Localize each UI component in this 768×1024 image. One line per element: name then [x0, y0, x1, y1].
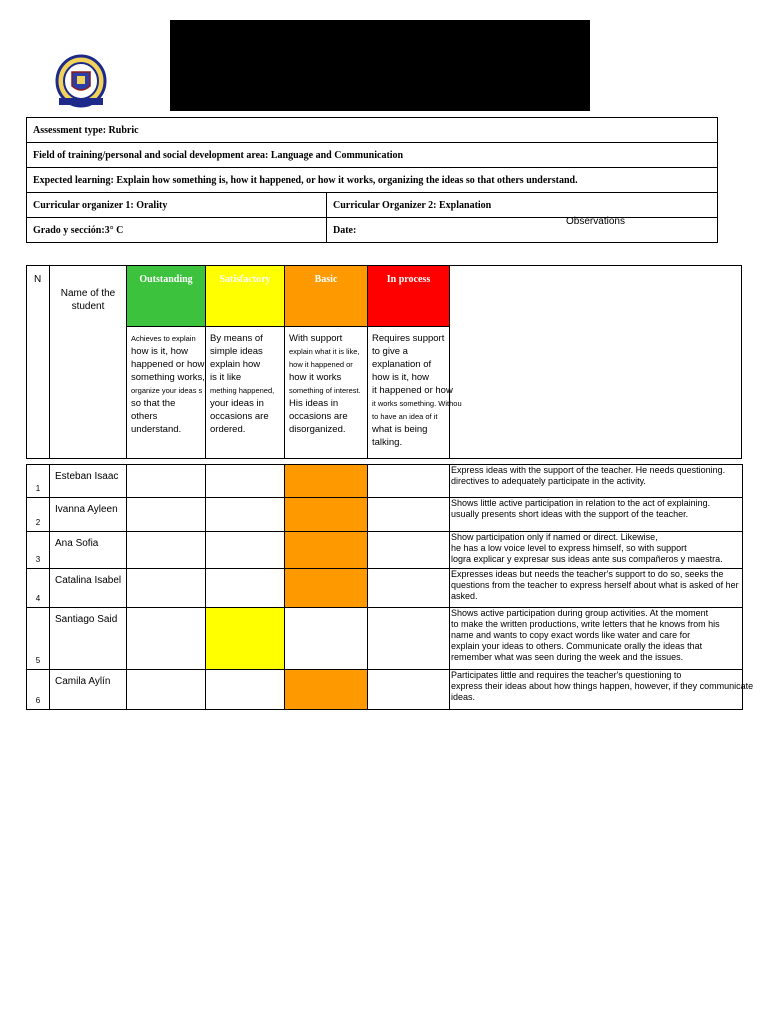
level-mark-satisfactory: [206, 532, 285, 569]
observations-header: Observations: [450, 266, 742, 459]
level-mark-basic: [285, 465, 368, 498]
level-mark-basic: [285, 498, 368, 532]
table-row: [27, 569, 743, 608]
observation-line: directives to adequately participate in the activity.: [451, 476, 646, 486]
observation-line: Express ideas with the support of the teacher. He needs questioning.: [451, 465, 726, 475]
student-name-header: Name of the student: [50, 266, 127, 459]
student-number: 3: [27, 532, 50, 569]
student-number: 5: [27, 608, 50, 670]
table-row: [27, 608, 743, 670]
n-header: N: [27, 266, 50, 459]
observation-line: usually presents short ideas with the support of the teacher.: [451, 509, 689, 519]
student-observation: [450, 608, 743, 670]
descriptor-outstanding: Achieves to explain how is it, how happened or how something works, organize your ideas s so that the others understand.: [127, 327, 206, 459]
descriptor-satisfactory: By means of simple ideas explain how is it like mething happened, your ideas in occasions are ordered.: [206, 327, 285, 459]
student-observation: [450, 465, 743, 498]
level-mark-in-process: [368, 498, 450, 532]
level-satisfactory: Satisfactory: [206, 266, 285, 327]
level-mark-satisfactory: [206, 465, 285, 498]
table-row: [27, 670, 743, 710]
observation-line: explain your ideas to others. Communicate orally the ideas that: [451, 641, 703, 651]
school-seal-icon: [55, 52, 107, 108]
level-mark-basic: [285, 608, 368, 670]
student-observation: [450, 569, 743, 608]
grade-section: Grado y sección:3° C: [27, 218, 327, 243]
level-mark-in-process: [368, 532, 450, 569]
student-name: Esteban Isaac: [50, 465, 127, 498]
level-in-process: In process: [368, 266, 450, 327]
observation-line: remember what was seen during the week and the issues.: [451, 652, 684, 662]
level-mark-basic: [285, 532, 368, 569]
observation-line: to make the written productions, write letters that he knows from his: [451, 619, 720, 629]
student-observation: [450, 670, 754, 710]
student-name: Ivanna Ayleen: [50, 498, 127, 532]
observation-line: logra explicar y expresar sus ideas ante sus compañeros y maestra.: [451, 554, 723, 564]
student-number: 6: [27, 670, 50, 710]
observation-line: Shows little active participation in relation to the act of explaining.: [451, 498, 711, 508]
observation-line: questions from the teacher to express herself about what is asked of her: [451, 580, 739, 590]
level-mark-outstanding: [127, 532, 206, 569]
observation-line: Show participation only if named or direct. Likewise,: [451, 532, 658, 542]
curricular-organizer-1: Curricular organizer 1: Orality: [27, 193, 327, 218]
level-mark-in-process: [368, 465, 450, 498]
observation-line: asked.: [451, 591, 478, 601]
observation-line: ideas.: [451, 692, 476, 702]
level-mark-outstanding: [127, 608, 206, 670]
observation-line: name and wants to copy exact words like water and care for: [451, 630, 691, 640]
table-row: [27, 498, 743, 532]
observation-line: he has a low voice level to express himself, so with support: [451, 543, 687, 553]
level-mark-basic: [285, 670, 368, 710]
level-mark-in-process: [368, 608, 450, 670]
date-field: Date:: [327, 218, 718, 243]
expected-learning: Expected learning: Explain how something is, how it happened, or how it works, organizing the ideas so that others understand.: [27, 168, 718, 193]
student-observation: [450, 532, 743, 569]
level-mark-in-process: [368, 670, 450, 710]
observation-line: express their ideas about how things happen, however, if they communicate: [451, 681, 754, 691]
table-row: [27, 465, 743, 498]
level-mark-satisfactory: [206, 608, 285, 670]
level-mark-outstanding: [127, 670, 206, 710]
observation-line: Participates little and requires the teacher's questioning to: [451, 670, 682, 680]
observation-line: Shows active participation during group activities. At the moment: [451, 608, 709, 618]
level-mark-outstanding: [127, 465, 206, 498]
level-mark-outstanding: [127, 498, 206, 532]
observation-line: Expresses ideas but needs the teacher's support to do so, seeks the: [451, 569, 724, 579]
level-mark-in-process: [368, 569, 450, 608]
student-number: 2: [27, 498, 50, 532]
level-outstanding: Outstanding: [127, 266, 206, 327]
student-number: 4: [27, 569, 50, 608]
student-observation: [450, 498, 743, 532]
student-name: Catalina Isabel: [50, 569, 127, 608]
student-name: Camila Aylín: [50, 670, 127, 710]
level-mark-outstanding: [127, 569, 206, 608]
curricular-organizer-2: Curricular Organizer 2: Explanation: [327, 193, 718, 218]
descriptor-basic: With support explain what it is like, how it happened or how it works something of interest. His ideas in occasions are disorganized.: [285, 327, 368, 459]
descriptor-in-process: Requires support to give a explanation of how is it, how it happened or how it works something. Withou to have an idea of it what is being talking.: [368, 327, 450, 459]
level-mark-satisfactory: [206, 670, 285, 710]
level-mark-basic: [285, 569, 368, 608]
title-banner: [170, 20, 590, 111]
student-name: Santiago Said: [50, 608, 127, 670]
assessment-type: Assessment type: Rubric: [27, 118, 718, 143]
field-of-training: Field of training/personal and social development area: Language and Communication: [27, 143, 718, 168]
student-table: [26, 464, 754, 710]
level-mark-satisfactory: [206, 569, 285, 608]
level-basic: Basic: [285, 266, 368, 327]
student-number: 1: [27, 465, 50, 498]
student-name: Ana Sofia: [50, 532, 127, 569]
level-mark-satisfactory: [206, 498, 285, 532]
table-row: [27, 532, 743, 569]
